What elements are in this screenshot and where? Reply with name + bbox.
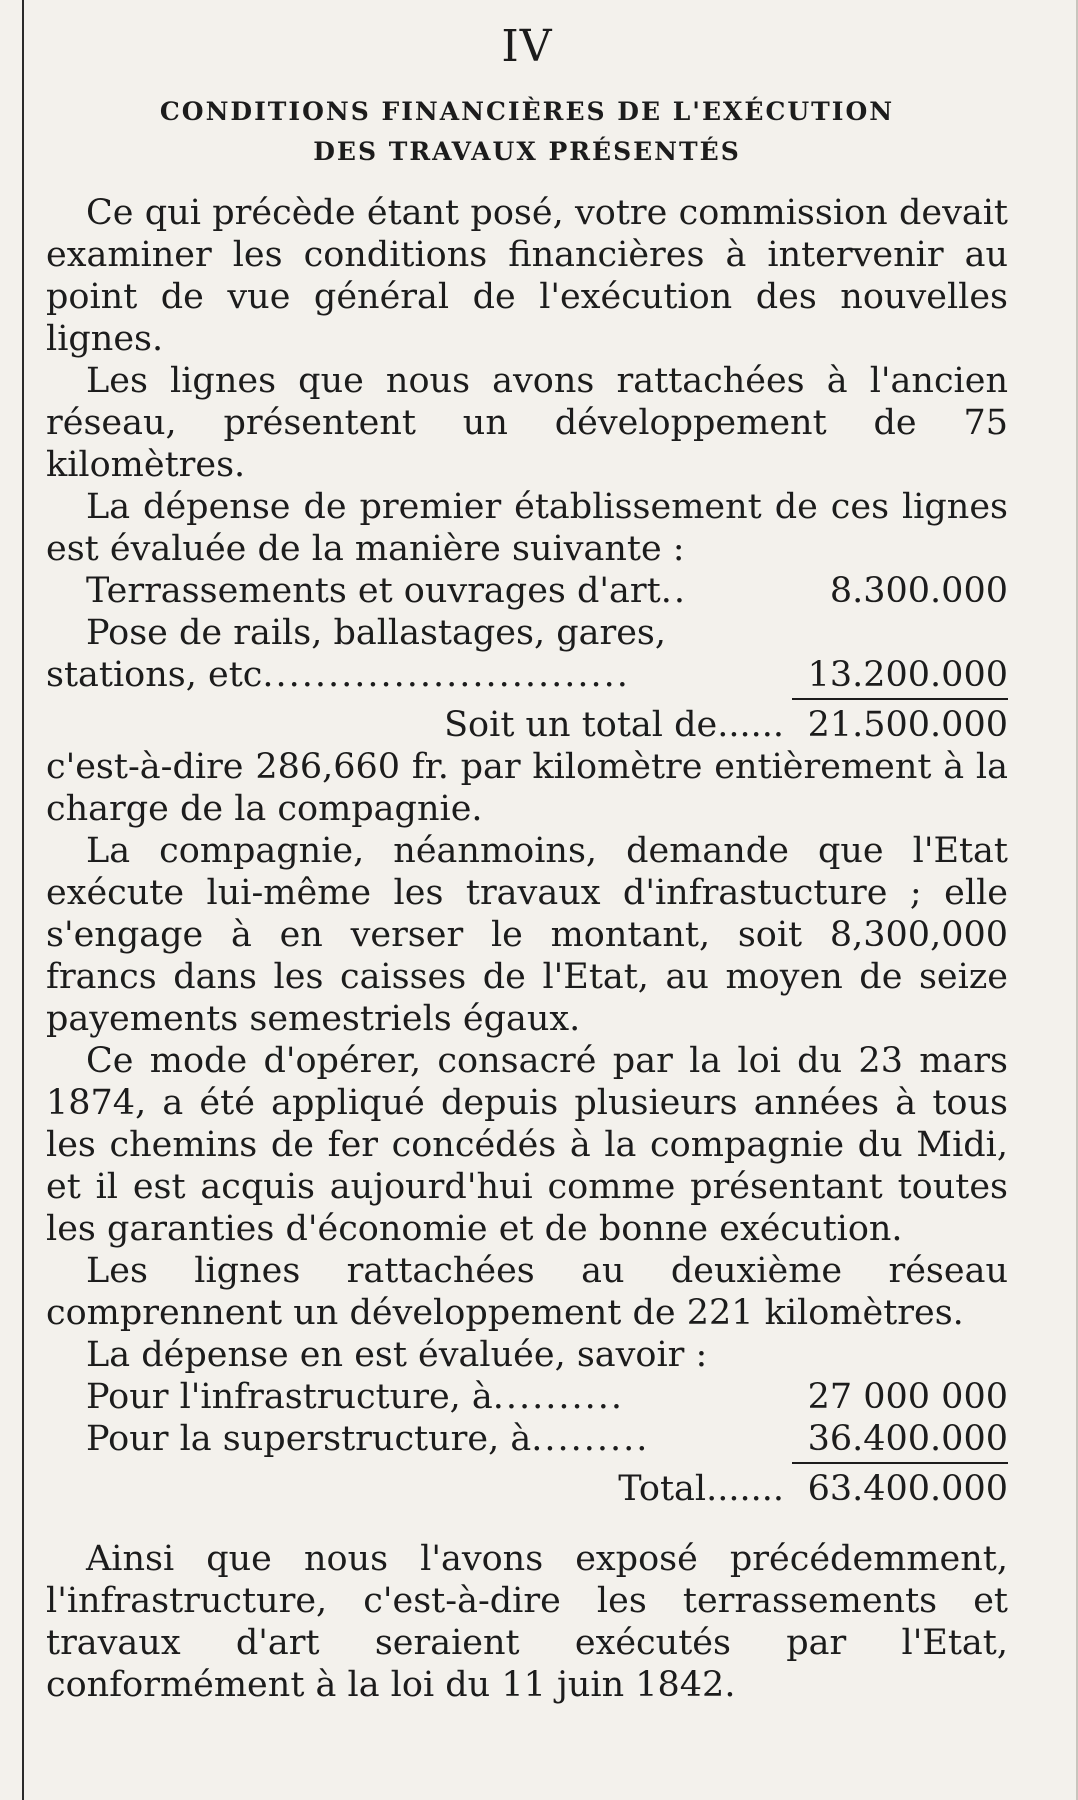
column-rule — [22, 0, 24, 1800]
cost-table-1 — [46, 570, 1008, 746]
total-amount: 63.400.000 — [807, 1469, 1008, 1509]
section-numeral: IV — [501, 21, 553, 72]
paragraph-7: Les lignes rattachées au deuxième réseau comprennent un développement de 221 kilomètres. — [46, 1251, 1008, 1333]
total-row — [46, 1468, 1008, 1510]
cost-row — [46, 570, 1008, 612]
cost-amount: 36.400.000 — [807, 1419, 1008, 1459]
section-title-line-2: DES TRAVAUX PRÉSENTÉS — [313, 137, 741, 166]
dot-leader: ............................ — [262, 655, 630, 695]
cost-amount: 27 000 000 — [807, 1377, 1008, 1417]
section-title-line-1: CONDITIONS FINANCIÈRES DE L'EXÉCUTION — [159, 97, 895, 126]
dot-leader: .. — [660, 571, 687, 611]
paragraph-5: La compagnie, néanmoins, demande que l'Etat exécute lui-même les travaux d'infrastucture ; elle s'engage à en verser le montant, soit 8,300,000 francs dans les caisses de l'Etat, au moyen de seize payements semestriels égaux. — [46, 831, 1008, 1039]
paragraph-8: La dépense en est évaluée, savoir : — [86, 1335, 708, 1375]
cost-table-2 — [46, 1376, 1008, 1510]
cost-label: Pour la superstructure, à — [86, 1419, 532, 1459]
cost-row — [46, 612, 1008, 654]
total-row — [46, 704, 1008, 746]
cost-row — [46, 654, 1008, 696]
total-label-text: Total — [618, 1469, 707, 1509]
document-page — [46, 18, 1008, 1706]
total-label — [46, 1468, 792, 1510]
paragraph-6: Ce mode d'opérer, consacré par la loi du 23 mars 1874, a été appliqué depuis plusieurs années à tous les chemins de fer concédés à la compagnie du Midi, et il est acquis aujourd'hui comme présentant toutes les garanties d'économie et de bonne exécution. — [46, 1041, 1008, 1249]
total-amount: 21.500.000 — [807, 705, 1008, 745]
dot-leader: ......... — [531, 1419, 650, 1459]
paragraph-9: Ainsi que nous l'avons exposé précédemment, l'infrastructure, c'est-à-dire les terrassements et travaux d'art seraient exécutés par l'Etat, conformément à la loi du 11 juin 1842. — [46, 1539, 1008, 1705]
cost-label: Terrassements et ouvrages d'art — [86, 571, 661, 611]
dot-leader: ....... — [706, 1469, 784, 1509]
paragraph-3: La dépense de premier établissement de ces lignes est évaluée de la manière suivante : — [46, 487, 1008, 569]
cost-amount: 13.200.000 — [807, 655, 1008, 695]
cost-label: stations, etc — [46, 655, 263, 695]
dot-leader: .......... — [492, 1377, 625, 1417]
cost-label: Pose de rails, ballastages, gares, — [86, 613, 666, 653]
cost-amount: 8.300.000 — [829, 571, 1008, 611]
cost-label: Pour l'infrastructure, à — [86, 1377, 493, 1417]
sum-rule — [792, 698, 1008, 700]
paragraph-4: c'est-à-dire 286,660 fr. par kilomètre entièrement à la charge de la compagnie. — [46, 747, 1008, 829]
sum-rule — [792, 1462, 1008, 1464]
paragraph-2: Les lignes que nous avons rattachées à l'ancien réseau, présentent un développement de 75 kilomètres. — [46, 361, 1008, 485]
cost-row — [46, 1418, 1008, 1460]
paragraph-1: Ce qui précède étant posé, votre commission devait examiner les conditions financières à intervenir au point de vue général de l'exécution des nouvelles lignes. — [46, 193, 1008, 359]
total-label — [46, 704, 792, 746]
dot-leader: ...... — [717, 705, 784, 745]
total-label-text: Soit un total de — [444, 705, 718, 745]
cost-row — [46, 1376, 1008, 1418]
section-title — [46, 92, 1008, 172]
spacer — [46, 1510, 1008, 1538]
